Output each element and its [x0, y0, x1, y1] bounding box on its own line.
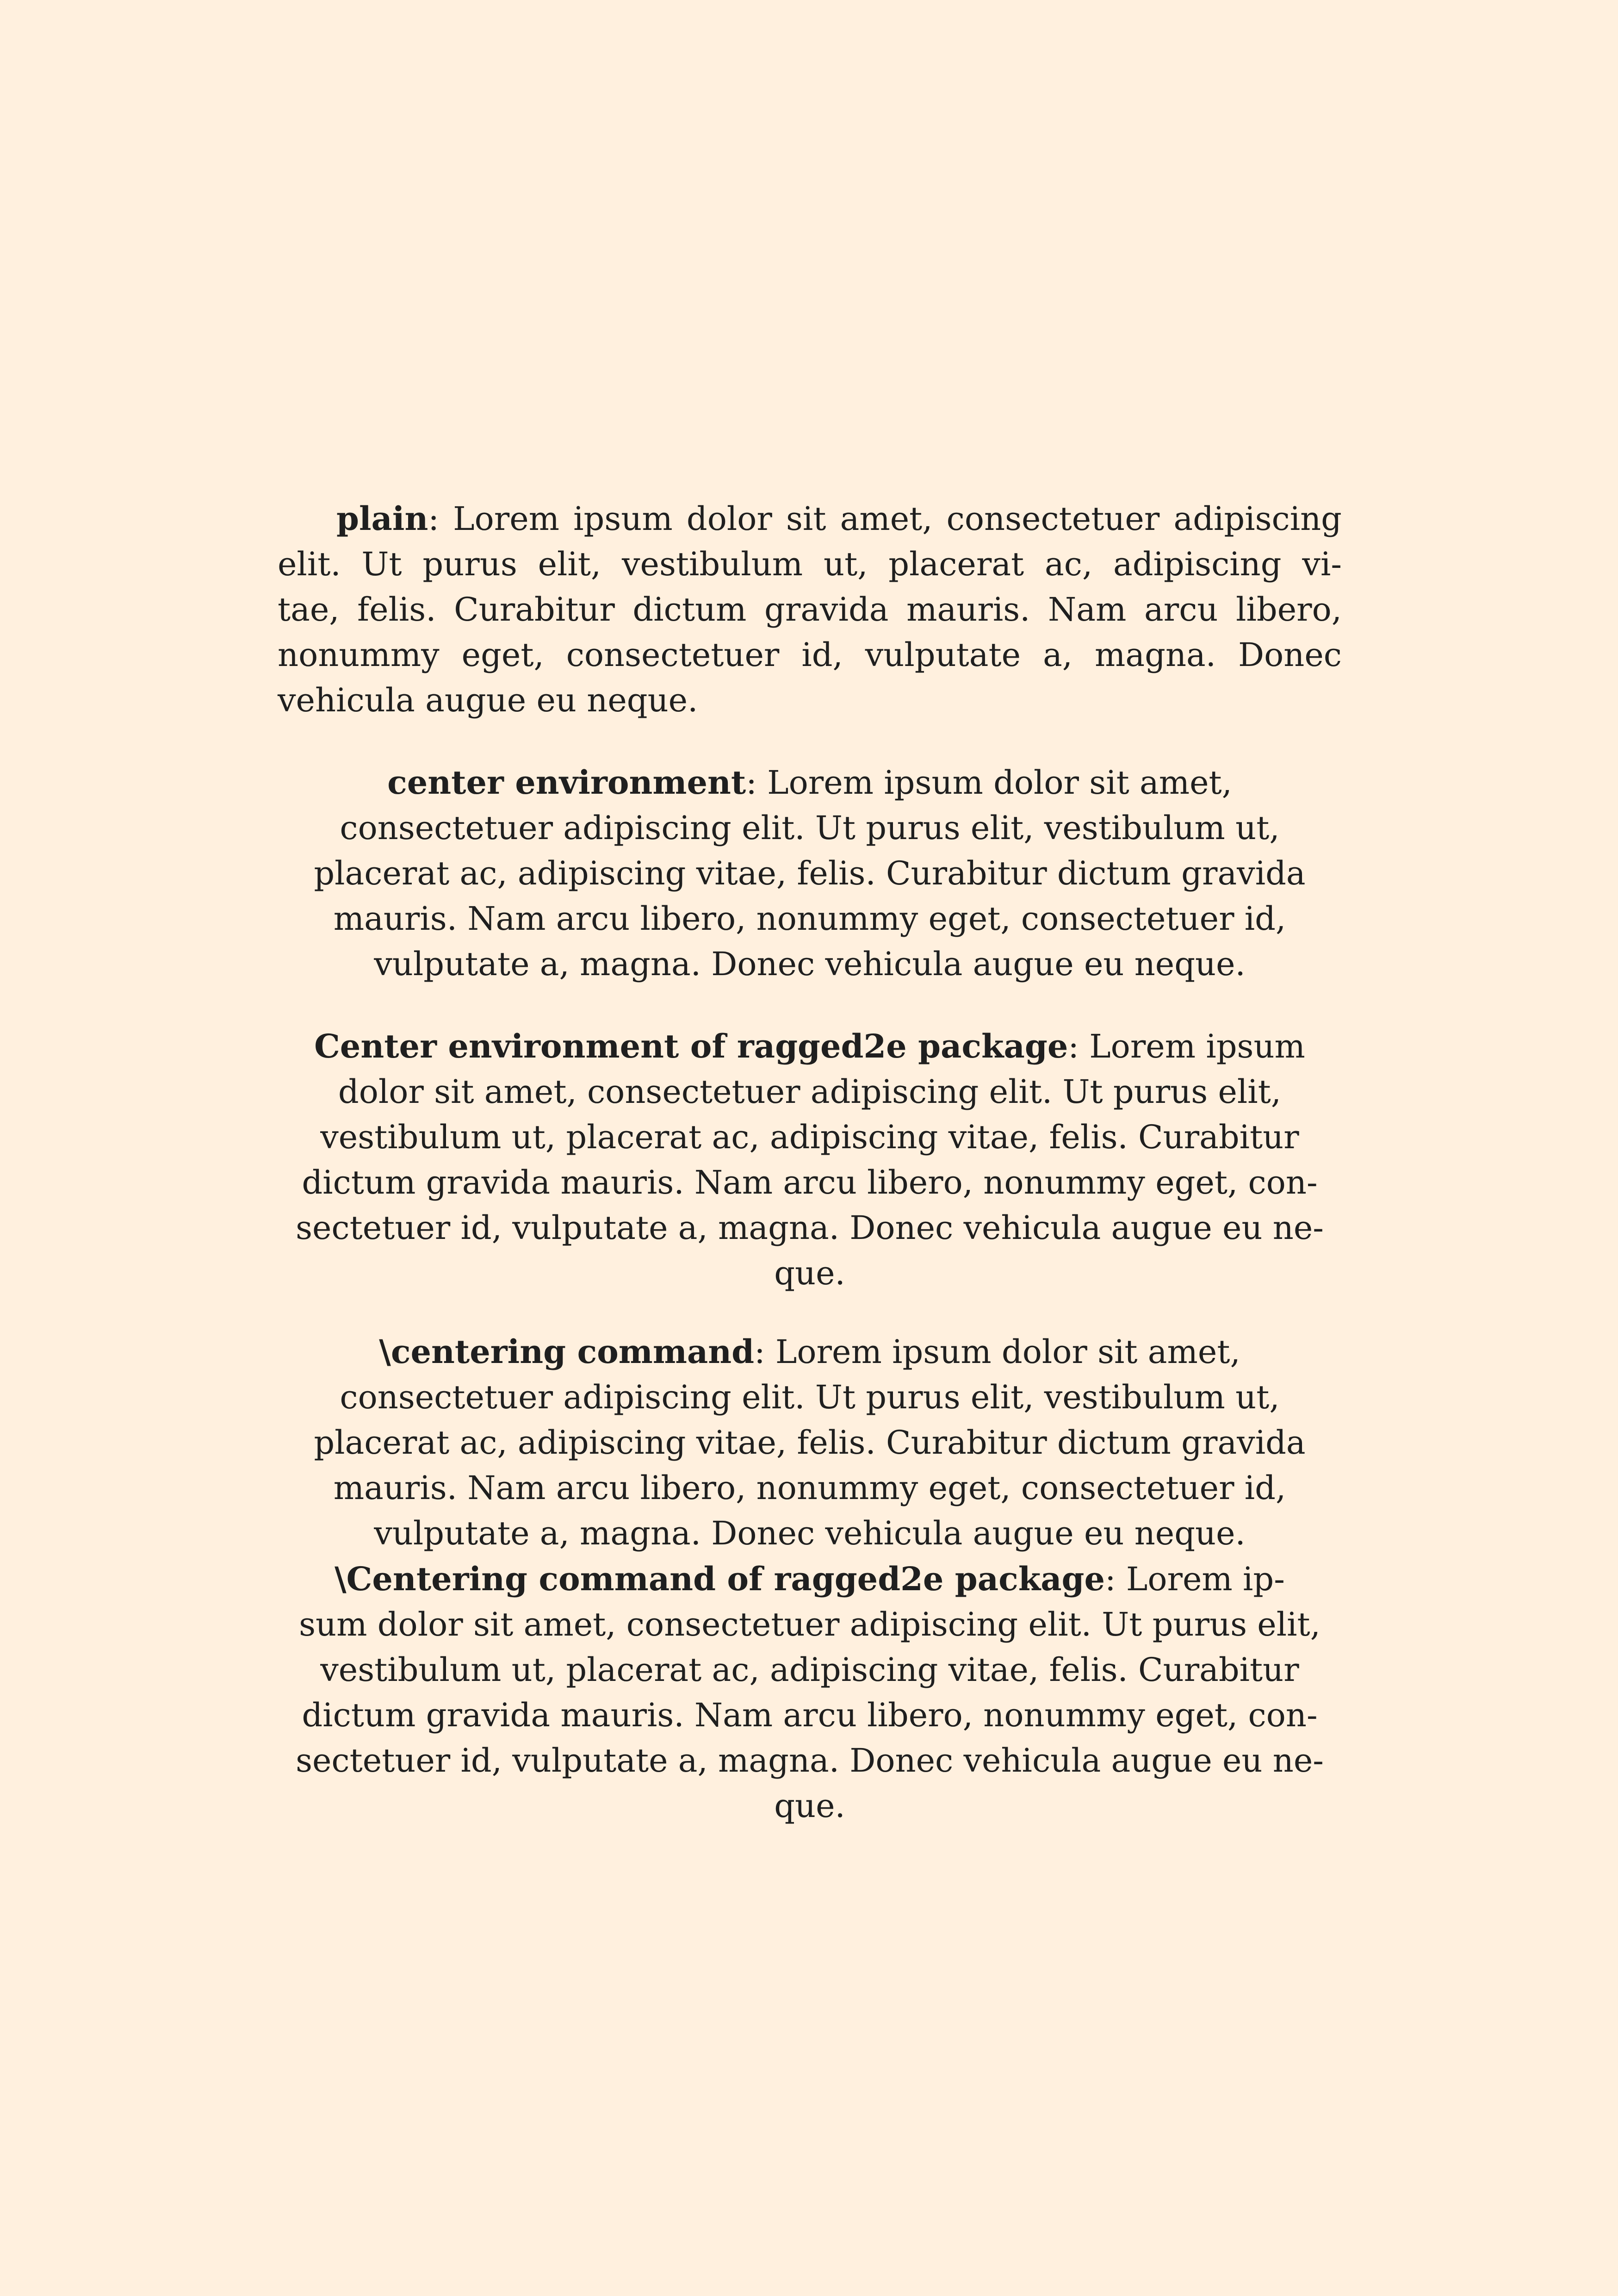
paragraph-text: : Lorem ipsum dolor sit amet, consectetuer adipiscing	[428, 500, 1342, 538]
paragraph-line: sectetuer id, vulputate a, magna. Donec vehicula augue eu ne-	[296, 1209, 1324, 1247]
paragraph-line: vulputate a, magna. Donec vehicula augue eu neque.	[374, 945, 1246, 983]
paragraph-text: : Lorem ipsum dolor sit amet,	[746, 764, 1232, 802]
paragraph-line: que.	[774, 1254, 845, 1292]
paragraph-ragged2e-center-environment	[278, 1024, 1342, 1296]
paragraph-lead: plain	[336, 499, 428, 538]
paragraph-line: placerat ac, adipiscing vitae, felis. Curabitur dictum gravida	[314, 1424, 1306, 1462]
paragraph-line	[278, 1329, 1342, 1375]
paragraph-line: vehicula augue eu neque.	[278, 681, 698, 719]
paragraph-lead: \centering command	[379, 1332, 755, 1371]
paragraph-center-environment	[278, 760, 1342, 987]
paragraph-text: : Lorem ip-	[1105, 1560, 1285, 1598]
paragraph-line: dictum gravida mauris. Nam arcu libero, nonummy eget, con-	[302, 1696, 1318, 1734]
paragraph-line: sectetuer id, vulputate a, magna. Donec vehicula augue eu ne-	[296, 1742, 1324, 1780]
paragraph-line: nonummy eget, consectetuer id, vulputate a, magna. Donec	[278, 636, 1342, 674]
paragraph-line: dolor sit amet, consectetuer adipiscing elit. Ut purus elit,	[338, 1073, 1282, 1111]
paragraph-line: vestibulum ut, placerat ac, adipiscing vitae, felis. Curabitur	[320, 1651, 1299, 1689]
paragraph-line: consectetuer adipiscing elit. Ut purus elit, vestibulum ut,	[340, 1378, 1280, 1416]
paragraph-line: vulputate a, magna. Donec vehicula augue eu neque.	[374, 1514, 1246, 1552]
paragraph-text: : Lorem ipsum	[1068, 1027, 1305, 1065]
paragraph-text: : Lorem ipsum dolor sit amet,	[754, 1333, 1240, 1371]
paragraph-line	[278, 496, 1342, 541]
paragraph-plain	[278, 496, 1342, 723]
paragraph-line: mauris. Nam arcu libero, nonummy eget, consectetuer id,	[333, 900, 1286, 938]
paragraph-lead: center environment	[387, 763, 746, 802]
paragraph-line	[278, 1556, 1342, 1602]
paragraph-line: vestibulum ut, placerat ac, adipiscing vitae, felis. Curabitur	[320, 1118, 1299, 1156]
paragraph-line: placerat ac, adipiscing vitae, felis. Curabitur dictum gravida	[314, 854, 1306, 892]
paragraph-lead: \Centering command of ragged2e package	[335, 1560, 1105, 1598]
paragraph-line	[278, 1024, 1342, 1069]
paragraph-lead: Center environment of ragged2e package	[314, 1027, 1068, 1065]
paragraph-line: que.	[774, 1787, 845, 1825]
paragraph-line	[278, 760, 1342, 805]
paragraph-line: dictum gravida mauris. Nam arcu libero, nonummy eget, con-	[302, 1164, 1318, 1201]
paragraph-line: tae, felis. Curabitur dictum gravida mauris. Nam arcu libero,	[278, 591, 1342, 628]
paragraph-line: sum dolor sit amet, consectetuer adipiscing elit. Ut purus elit,	[299, 1605, 1320, 1643]
paragraph-line: mauris. Nam arcu libero, nonummy eget, consectetuer id,	[333, 1469, 1286, 1507]
paragraph-centering-command	[278, 1329, 1342, 1556]
paragraph-line: consectetuer adipiscing elit. Ut purus elit, vestibulum ut,	[340, 809, 1280, 847]
paragraph-ragged2e-centering-command	[278, 1556, 1342, 1829]
paragraph-line: elit. Ut purus elit, vestibulum ut, placerat ac, adipiscing vi-	[278, 545, 1342, 583]
